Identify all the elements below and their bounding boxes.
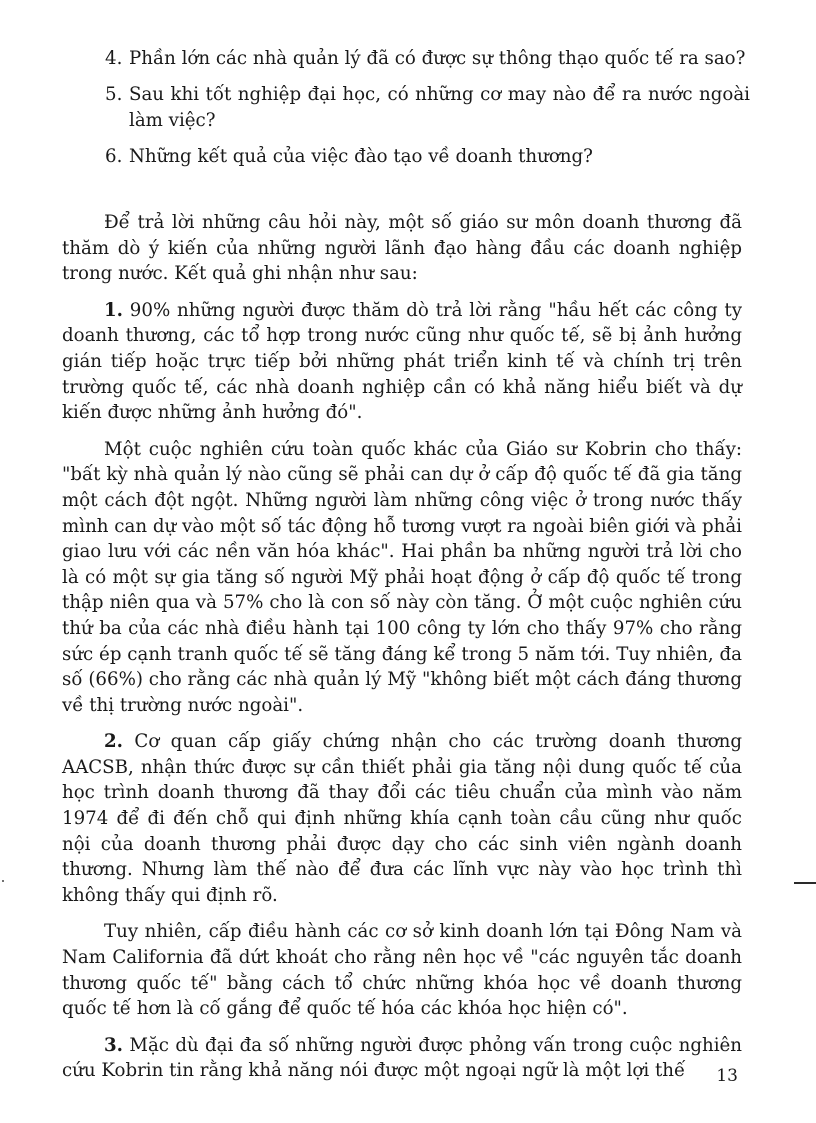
paragraph-text: Để trả lời những câu hỏi này, một số giáo sư môn doanh thương đã thăm dò ý kiến của những người lãnh đạo hàng đầu các doanh nghiệp trong nước. Kết quả ghi nhận như sau: [62,212,742,285]
paragraph-point-3 [62,1033,742,1084]
question-text: Những kết quả của việc đào tạo về doanh thương? [129,146,593,167]
margin-mark [794,882,816,884]
paragraph-text: Cơ quan cấp giấy chứng nhận cho các trường doanh thương AACSB, nhận thức được sự cần thiết phải gia tăng nội dung quốc tế của học trình doanh thương đã thay đổi các tiêu chuẩn của mình vào năm 1974 để đi đến chỗ qui định những khía cạnh toàn cầu cũng như quốc nội của doanh thương phải được dạy cho các sinh viên ngành doanh thương. Nhưng làm thế nào để đưa các lĩnh vực này vào học trình thì không thấy qui định rõ. [62,731,742,906]
question-text: Phần lớn các nhà quản lý đã có được sự thông thạo quốc tế ra sao? [129,48,746,69]
paragraph-california [62,919,742,1021]
question-item [105,144,750,170]
paragraph-point-1 [62,298,742,426]
question-text: Sau khi tốt nghiệp đại học, có những cơ may nào để ra nước ngoài làm việc? [129,84,750,131]
question-item [105,82,750,134]
question-item [105,46,750,72]
paragraph-text: Một cuộc nghiên cứu toàn quốc khác của Giáo sư Kobrin cho thấy: "bất kỳ nhà quản lý nào cũng sẽ phải can dự ở cấp độ quốc tế đã gia tăng một cách đột ngột. Những người làm những công việc ở trong nước thấy mình can dự vào một số tác động hỗ tương vượt ra ngoài biên giới và phải giao lưu với các nền văn hóa khác". Hai phần ba những người trả lời cho là có một sự gia tăng số người Mỹ phải hoạt động ở cấp độ quốc tế trong thập niên qua và 57% cho là con số này còn tăng. Ở một cuộc nghiên cứu thứ ba của các nhà điều hành tại 100 công ty lớn cho thấy 97% cho rằng sức ép cạnh tranh quốc tế sẽ tăng đáng kể trong 5 năm tới. Tuy nhiên, đa số (66%) cho rằng các nhà quản lý Mỹ "không biết một cách đáng thương về thị trường nước ngoài". [62,438,742,716]
paragraph-lead: 3. [104,1034,123,1056]
paragraph-text: Mặc dù đại đa số những người được phỏng vấn trong cuộc nghiên cứu Kobrin tin rằng khả năng nói được một ngoại ngữ là một lợi thế [62,1034,742,1082]
body-text [62,210,742,1095]
question-list [105,46,750,180]
paragraph-intro [62,210,742,287]
scan-speck [2,880,4,882]
page-number: 13 [716,1066,738,1086]
paragraph-point-2 [62,729,742,908]
paragraph-lead: 2. [104,731,123,753]
paragraph-text: Tuy nhiên, cấp điều hành các cơ sở kinh doanh lớn tại Đông Nam và Nam California đã dứt khoát cho rằng nên học về "các nguyên tắc doanh thương quốc tế" bằng cách tổ chức những khóa học về doanh thương quốc tế hơn là cố gắng để quốc tế hóa các khóa học hiện có". [62,921,742,1020]
paragraph-text: 90% những người được thăm dò trả lời rằng "hầu hết các công ty doanh thương, các tổ hợp trong nước cũng như quốc tế, sẽ bị ảnh hưởng gián tiếp hoặc trực tiếp bởi những phát triển kinh tế và chính trị trên trường quốc tế, các nhà doanh nghiệp cần có khả năng hiểu biết và dự kiến được những ảnh hưởng đó". [62,299,742,424]
question-number: 4. [105,48,123,69]
question-number: 5. [105,84,123,105]
paragraph-kobrin-study [62,437,742,719]
question-number: 6. [105,146,123,167]
paragraph-lead: 1. [104,299,123,321]
